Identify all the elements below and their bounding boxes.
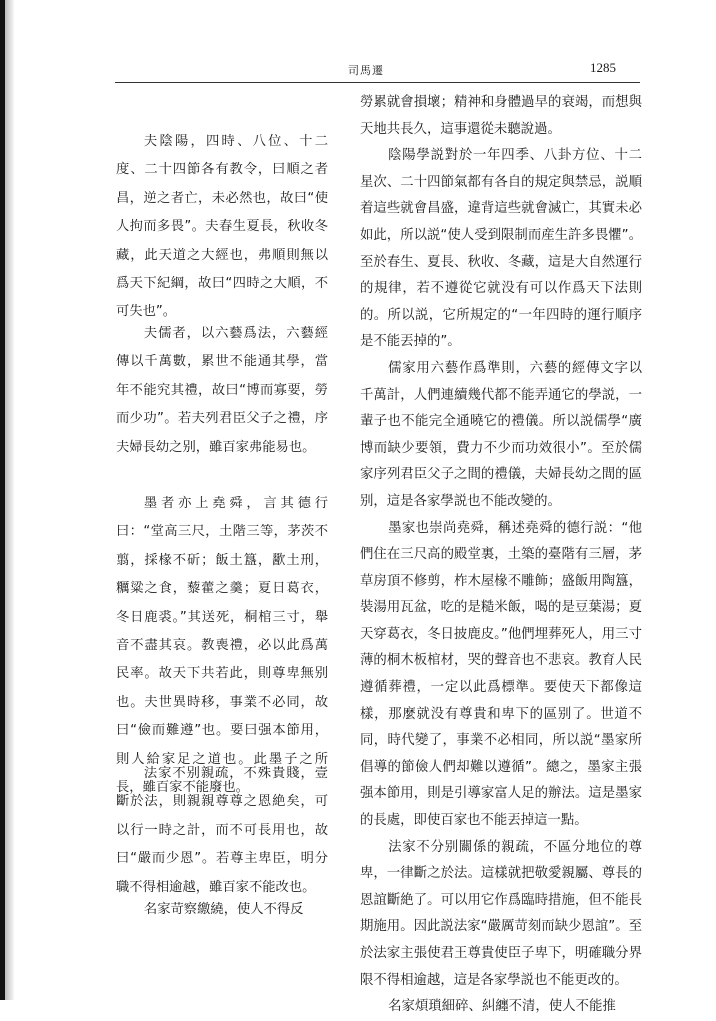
translation-paragraph: 陰陽學説對於一年四季、八卦方位、十二星次、二十四節氣都有各自的規定與禁忌，説順着這些就會昌盛，違背這些就會滅亡，其實未必如此，所以説“使人受到限制而産生許多畏懼”。至於春生、夏長、秋收、冬藏，這是大自然運行的規律，若不遵從它就没有可以作爲天下法則的。所以説，它所規定的“一年四時的運行順序是不能丟掉的”。 [360, 148, 642, 350]
original-paragraph-confucian [116, 320, 328, 462]
original-paragraph-legalist [116, 760, 328, 902]
original-text: 名家苛察繳繞，使人不得反 [143, 902, 304, 917]
running-header-title: 司馬遷 [348, 64, 384, 77]
original-text: 夫陰陽，四時、八位、十二度、二十四節各有教令，曰順之者昌，逆之者亡，未必然也，故曰“使人拘而多畏”。夫春生夏長，秋收冬藏，此天道之大經也，弗順則無以爲天下紀綱，故曰“四時之大順，不可失也”。 [116, 134, 328, 320]
translation-paragraph: 儒家用六藝作爲準則，六藝的經傳文字以千萬計，人們連續幾代都不能弄通它的學説，一輩子也不能完全通曉它的禮儀。所以説儒學“廣博而缺少要領，費力不少而功效很小”。至於儒家序列君臣父子之間的禮儀，夫婦長幼之間的區别，這是各家學説也不能改變的。 [360, 360, 642, 509]
original-text: 夫儒者，以六藝爲法，六藝經傳以千萬數，累世不能通其學，當年不能究其禮，故曰“博而寡要，勞而少功”。若夫列君臣父子之禮，序夫婦長幼之别，雖百家弗能易也。 [116, 326, 328, 455]
translation-paragraph: 勞累就會損壞；精神和身體過早的衰竭，而想與天地共長久，這事還從未聽說過。 [360, 95, 642, 137]
original-paragraph-yinyang [116, 128, 328, 327]
translation-paragraph: 法家不分别關係的親疏，不區分地位的尊卑，一律斷之於法。這樣就把敬愛親屬、尊長的恩誼斷絶了。可以用它作爲臨時措施，但不能長期施用。因此説法家“嚴厲苛刻而缺少恩誼”。至於法家主張使君王尊貴使臣子卑下，明確職分界限不得相逾越，這是各家學説也不能更改的。 [360, 839, 642, 988]
original-paragraph-mohist [116, 490, 328, 802]
page-number: 1285 [590, 60, 616, 75]
spine-shadow [5, 0, 15, 1000]
original-text: 墨者亦上堯舜，言其德行曰：“堂高三尺，土階三等，茅茨不翦，採椽不斫；飯土簋，歠土刑，糲粱之食，藜藿之羹；夏日葛衣，冬日鹿裘。”其送死，桐棺三寸，舉音不盡其哀。教喪禮，必以此爲萬民率。故天下共若此，則尊卑無别也。夫世異時移，事業不必同，故曰“儉而難遵”也。要曰强本節用，則人給家足之道也。此墨子之所長，雖百家不能廢也。 [116, 496, 328, 796]
translation-paragraph: 墨家也崇尚堯舜，稱述堯舜的德行説：“他們住在三尺高的殿堂裏，土築的臺階有三層，茅草房頂不修剪，柞木屋椽不雕飾；盛飯用陶簋，裝湯用瓦盆，吃的是糙米飯，喝的是豆葉湯；夏天穿葛衣，冬日披鹿皮。”他們埋葬死人，用三寸薄的桐木板棺材，哭的聲音也不悲哀。教育人民遵循葬禮，一定以此爲標準。要使天下都像這樣，那麼就没有尊貴和卑下的區别了。世道不同，時代變了，事業不必相同，所以説“墨家所倡導的節儉人們却難以遵循”。總之，墨家主張强本節用，則是引導家富人足的辦法。這是墨家的長處，即使百家也不能丟掉這一點。 [360, 520, 642, 829]
translation-paragraph: 名家煩瑣細碎、糾纏不清，使人不能推 [388, 999, 616, 1015]
original-paragraph-logician [116, 896, 328, 924]
original-text: 法家不别親疏，不殊貴賤，壹斷於法，則親親尊尊之恩絶矣，可以行一時之計，而不可長用也，故曰“嚴而少恩”。若尊主卑臣，明分職不得相逾越，雖百家不能改也。 [116, 766, 328, 895]
translation-column [360, 90, 642, 1021]
header-rule [115, 82, 640, 83]
